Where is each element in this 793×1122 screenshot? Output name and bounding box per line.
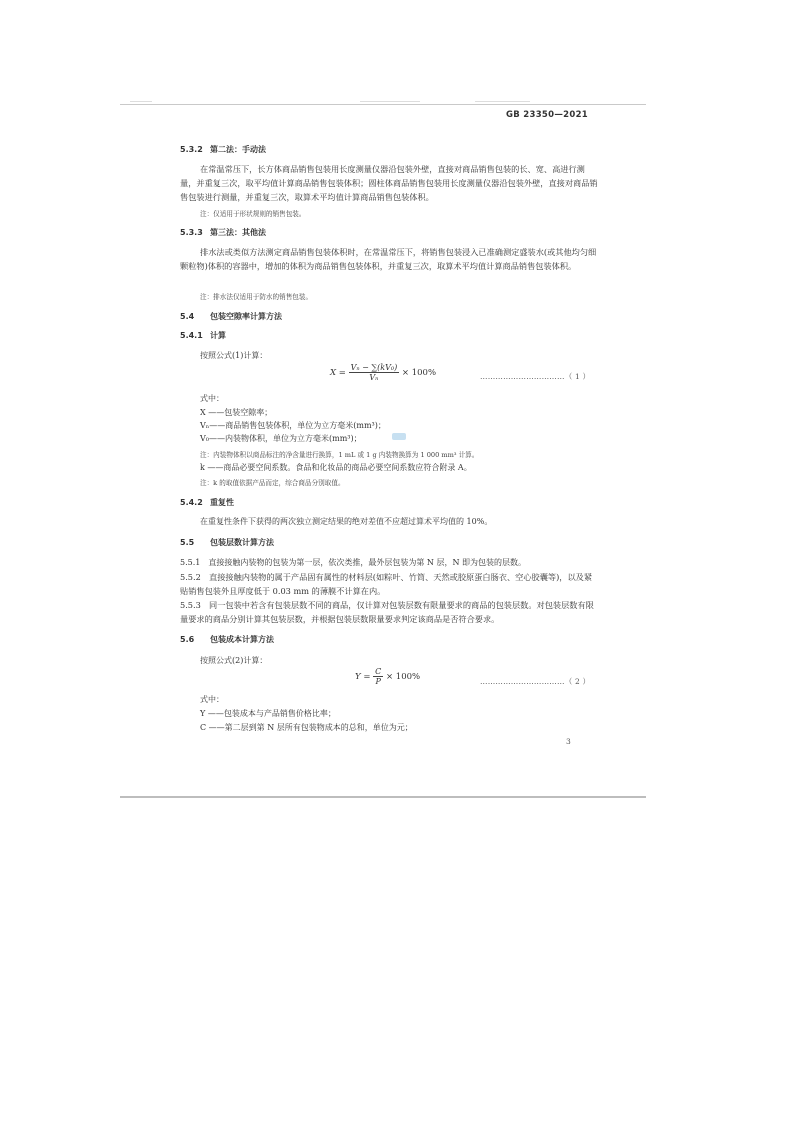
definition-vn: Vₙ——商品销售包装体积，单位为立方毫米(mm³)； (200, 421, 386, 430)
section-heading-5-5 (180, 537, 274, 548)
page-number: 3 (566, 737, 571, 746)
section-number: 5.6 (180, 635, 195, 644)
formula-tail: × 100% (385, 672, 421, 682)
formula-ref-2: ……………………………（ 2 ） (480, 677, 591, 686)
scan-artifact-line (475, 101, 530, 102)
paragraph-5-3-3: 排水法或类似方法测定商品销售包装体积时，在常温常压下，将销售包装浸入已准确测定盛装水(或其他均匀细颗粒物)体积的容器中，增加的体积为商品销售包装体积，并重复三次，取算术平均值计算商品销售包装体积。 (180, 247, 597, 271)
section-title: 包装成本计算方法 (210, 635, 274, 644)
formula-lhs: Y = (355, 672, 371, 682)
where-label-1: 式中： (200, 394, 224, 403)
section-title: 计算 (210, 331, 226, 340)
section-number: 5.4.1 (180, 331, 203, 340)
formula-denominator: P (375, 677, 381, 686)
paragraph-5-3-2: 在常温常压下，长方体商品销售包装用长度测量仪器沿包装外壁，直接对商品销售包装的长、宽、高进行测量，并重复三次，取平均值计算商品销售包装体积；圆柱体商品销售包装用长度测量仪器沿包装外壁，直接对商品销售包装进行测量，并重复三次，取算术平均值计算商品销售包装体积。 (180, 164, 598, 202)
section-heading-5-6 (180, 634, 274, 645)
formula-numerator: Vₙ − ∑(kV₀) (350, 363, 398, 372)
section-heading-5-3-3 (180, 227, 266, 238)
note-5-3-3: 注：排水法仅适用于防水的销售包装。 (200, 293, 313, 301)
formula-lhs: X = (330, 368, 346, 378)
section-title: 第二法：手动法 (210, 145, 266, 154)
section-number: 5.4.2 (180, 498, 203, 507)
section-title: 包装层数计算方法 (210, 538, 274, 547)
definition-x: X ——包装空隙率； (200, 408, 273, 417)
paragraph-5-4-2: 在重复性条件下获得的两次独立测定结果的绝对差值不应超过算术平均值的 10%。 (200, 517, 493, 526)
section-number: 5.3.3 (180, 228, 203, 237)
section-heading-5-4 (180, 311, 282, 322)
formula-intro-1: 按照公式(1)计算： (200, 351, 268, 360)
paragraph-5-5-1: 5.5.1 直接接触内装物的包装为第一层，依次类推，最外层包装为第 N 层，N 即为包装的层数。 (180, 558, 526, 567)
formula-denominator: Vₙ (369, 373, 379, 382)
section-number: 5.4 (180, 312, 195, 321)
footer-rule (120, 796, 646, 798)
highlight-mark (392, 433, 406, 440)
section-title: 重复性 (210, 498, 234, 507)
formula-tail: × 100% (401, 368, 437, 378)
section-title: 包装空隙率计算方法 (210, 312, 282, 321)
section-heading-5-3-2 (180, 144, 266, 155)
note-5-4-1-a: 注：内装物体积以商品标注的净含量进行换算，1 mL 或 1 g 内装物换算为 1 000 mm³ 计算。 (200, 451, 479, 459)
formula-fraction (373, 667, 383, 686)
standard-number: GB 23350—2021 (505, 110, 588, 120)
formula-ref-1: ……………………………（ 1 ） (480, 372, 591, 381)
section-title: 第三法：其他法 (210, 228, 266, 237)
header-rule (120, 104, 646, 105)
scan-artifact-line (360, 101, 420, 102)
definition-k: k ——商品必要空间系数。食品和化妆品的商品必要空间系数应符合附录 A。 (200, 463, 472, 472)
definition-y: Y ——包装成本与产品销售价格比率； (200, 709, 336, 718)
formula-2 (355, 667, 420, 686)
paragraph-5-5-3: 5.5.3 同一包装中若含有包装层数不同的商品，仅计算对包装层数有限量要求的商品的包装层数。对包装层数有限量要求的商品分别计算其包装层数，并根据包装层数限量要求判定该商品是否符合要求。 (180, 600, 594, 624)
section-number: 5.3.2 (180, 145, 203, 154)
section-number: 5.5 (180, 538, 195, 547)
where-label-2: 式中： (200, 695, 224, 704)
note-5-3-2: 注：仅适用于形状规则的销售包装。 (200, 210, 306, 218)
paragraph-5-5-2: 5.5.2 直接接触内装物的属于产品固有属性的材料层(如粽叶、竹筒、天然或胶原蛋白肠衣、空心胶囊等)，以及紧贴销售包装外且厚度低于 0.03 mm 的薄膜不计算在内。 (180, 572, 593, 596)
section-heading-5-4-2 (180, 497, 234, 508)
formula-intro-2: 按照公式(2)计算： (200, 656, 268, 665)
note-5-4-1-b: 注：k 的取值依据产品而定，综合商品分别取值。 (200, 479, 345, 487)
definition-v0: V₀——内装物体积，单位为立方毫米(mm³)； (200, 434, 362, 443)
formula-numerator: C (375, 667, 382, 676)
definition-c: C ——第二层到第 N 层所有包装物成本的总和，单位为元； (200, 723, 413, 732)
formula-fraction (349, 363, 400, 382)
formula-1 (330, 363, 436, 382)
section-heading-5-4-1 (180, 330, 226, 341)
scan-artifact-line (130, 101, 152, 102)
